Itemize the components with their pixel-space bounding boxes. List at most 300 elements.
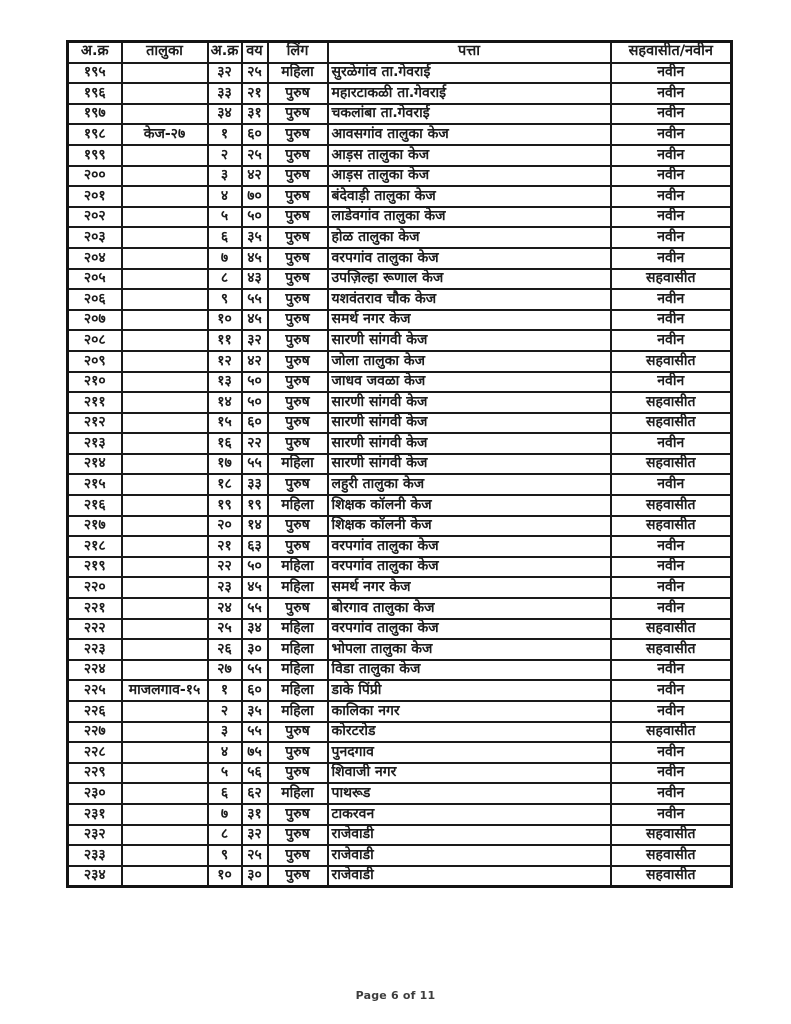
- cell-taluka: [122, 372, 208, 393]
- cell-sr-no: २३२: [68, 825, 122, 846]
- cell-inner-sr-no: २३: [208, 577, 242, 598]
- cell-inner-sr-no: २: [208, 145, 242, 166]
- table-row: [68, 83, 732, 104]
- cell-age: ५५: [242, 454, 268, 475]
- cell-sr-no: २१९: [68, 557, 122, 578]
- table-row: [68, 186, 732, 207]
- cell-status: सहवासीत: [611, 639, 732, 660]
- cell-gender: महिला: [268, 619, 328, 640]
- table-row: [68, 619, 732, 640]
- cell-age: ३४: [242, 619, 268, 640]
- cell-taluka: [122, 845, 208, 866]
- cell-sr-no: २२९: [68, 763, 122, 784]
- cell-address: वरपगांव तालुका केज: [328, 619, 611, 640]
- cell-age: ५६: [242, 763, 268, 784]
- cell-gender: पुरुष: [268, 186, 328, 207]
- cell-taluka: [122, 557, 208, 578]
- cell-inner-sr-no: २७: [208, 660, 242, 681]
- cell-gender: पुरुष: [268, 536, 328, 557]
- cell-age: ७०: [242, 186, 268, 207]
- cell-inner-sr-no: १३: [208, 372, 242, 393]
- table-row: [68, 289, 732, 310]
- cell-sr-no: २०१: [68, 186, 122, 207]
- cell-sr-no: २००: [68, 166, 122, 187]
- cell-sr-no: १९७: [68, 104, 122, 125]
- cell-status: नवीन: [611, 660, 732, 681]
- cell-taluka: [122, 660, 208, 681]
- cell-taluka: [122, 536, 208, 557]
- cell-status: नवीन: [611, 83, 732, 104]
- table-row: [68, 124, 732, 145]
- cell-gender: पुरुष: [268, 474, 328, 495]
- cell-sr-no: २१७: [68, 516, 122, 537]
- cell-age: ४२: [242, 351, 268, 372]
- cell-address: सारणी सांगवी केज: [328, 392, 611, 413]
- cell-address: विडा तालुका केज: [328, 660, 611, 681]
- cell-sr-no: २०८: [68, 330, 122, 351]
- cell-gender: महिला: [268, 701, 328, 722]
- cell-sr-no: २१३: [68, 433, 122, 454]
- cell-age: ३२: [242, 330, 268, 351]
- cell-inner-sr-no: २२: [208, 557, 242, 578]
- cell-taluka: [122, 783, 208, 804]
- cell-sr-no: २२२: [68, 619, 122, 640]
- cell-gender: पुरुष: [268, 330, 328, 351]
- table-row: [68, 845, 732, 866]
- cell-age: २२: [242, 433, 268, 454]
- table-row: [68, 351, 732, 372]
- cell-status: नवीन: [611, 145, 732, 166]
- cell-inner-sr-no: १७: [208, 454, 242, 475]
- cell-inner-sr-no: ३४: [208, 104, 242, 125]
- cell-taluka: [122, 207, 208, 228]
- cell-address: टाकरवन: [328, 804, 611, 825]
- cell-age: ६०: [242, 124, 268, 145]
- table-row: [68, 454, 732, 475]
- cell-status: नवीन: [611, 289, 732, 310]
- cell-taluka: [122, 742, 208, 763]
- cell-status: सहवासीत: [611, 845, 732, 866]
- cell-taluka: [122, 351, 208, 372]
- header-status: सहवासीत/नवीन: [611, 42, 732, 63]
- cell-gender: पुरुष: [268, 207, 328, 228]
- header-taluka: तालुका: [122, 42, 208, 63]
- cell-gender: पुरुष: [268, 248, 328, 269]
- cell-taluka: [122, 763, 208, 784]
- table-body: [68, 63, 732, 887]
- table-row: [68, 248, 732, 269]
- cell-address: वरपगांव तालुका केज: [328, 557, 611, 578]
- cell-address: वरपगांव तालुका केज: [328, 536, 611, 557]
- cell-inner-sr-no: ८: [208, 825, 242, 846]
- cell-address: लाडेवगांव तालुका केज: [328, 207, 611, 228]
- cell-inner-sr-no: ३३: [208, 83, 242, 104]
- cell-status: नवीन: [611, 104, 732, 125]
- cell-gender: महिला: [268, 639, 328, 660]
- cell-taluka: [122, 392, 208, 413]
- cell-taluka: [122, 413, 208, 434]
- cell-inner-sr-no: २१: [208, 536, 242, 557]
- cell-status: नवीन: [611, 680, 732, 701]
- cell-sr-no: २१८: [68, 536, 122, 557]
- cell-inner-sr-no: २५: [208, 619, 242, 640]
- cell-age: ५०: [242, 392, 268, 413]
- table-row: [68, 63, 732, 84]
- cell-address: जोला तालुका केज: [328, 351, 611, 372]
- cell-gender: पुरुष: [268, 598, 328, 619]
- cell-taluka: [122, 516, 208, 537]
- cell-sr-no: २०६: [68, 289, 122, 310]
- cell-age: ३१: [242, 104, 268, 125]
- cell-sr-no: २०२: [68, 207, 122, 228]
- cell-inner-sr-no: ९: [208, 845, 242, 866]
- cell-sr-no: २०७: [68, 310, 122, 331]
- cell-inner-sr-no: १०: [208, 866, 242, 887]
- cell-inner-sr-no: ११: [208, 330, 242, 351]
- cell-gender: पुरुष: [268, 742, 328, 763]
- cell-gender: पुरुष: [268, 722, 328, 743]
- table-row: [68, 433, 732, 454]
- table-row: [68, 639, 732, 660]
- cell-taluka: [122, 227, 208, 248]
- cell-inner-sr-no: १६: [208, 433, 242, 454]
- cell-status: नवीन: [611, 474, 732, 495]
- cell-taluka: [122, 166, 208, 187]
- cell-inner-sr-no: २०: [208, 516, 242, 537]
- cell-age: ५५: [242, 598, 268, 619]
- cell-gender: महिला: [268, 680, 328, 701]
- table-row: [68, 783, 732, 804]
- cell-address: भोपला तालुका केज: [328, 639, 611, 660]
- cell-status: सहवासीत: [611, 495, 732, 516]
- cell-gender: पुरुष: [268, 124, 328, 145]
- cell-age: ३०: [242, 866, 268, 887]
- cell-address: सारणी सांगवी केज: [328, 433, 611, 454]
- cell-status: नवीन: [611, 248, 732, 269]
- cell-address: कालिका नगर: [328, 701, 611, 722]
- cell-sr-no: २०५: [68, 269, 122, 290]
- cell-sr-no: २३१: [68, 804, 122, 825]
- cell-taluka: [122, 269, 208, 290]
- cell-age: ५०: [242, 557, 268, 578]
- cell-status: सहवासीत: [611, 825, 732, 846]
- cell-status: सहवासीत: [611, 866, 732, 887]
- cell-inner-sr-no: १: [208, 680, 242, 701]
- cell-status: नवीन: [611, 804, 732, 825]
- cell-sr-no: २२५: [68, 680, 122, 701]
- cell-gender: पुरुष: [268, 392, 328, 413]
- cell-status: नवीन: [611, 330, 732, 351]
- cell-inner-sr-no: ५: [208, 763, 242, 784]
- cell-inner-sr-no: १८: [208, 474, 242, 495]
- cell-inner-sr-no: ५: [208, 207, 242, 228]
- cell-sr-no: २१०: [68, 372, 122, 393]
- cell-gender: पुरुष: [268, 372, 328, 393]
- cell-taluka: [122, 145, 208, 166]
- cell-taluka: [122, 454, 208, 475]
- cell-sr-no: २०९: [68, 351, 122, 372]
- cell-gender: महिला: [268, 495, 328, 516]
- cell-status: नवीन: [611, 166, 732, 187]
- cell-gender: पुरुष: [268, 83, 328, 104]
- table-row: [68, 516, 732, 537]
- cell-sr-no: २१५: [68, 474, 122, 495]
- cell-gender: पुरुष: [268, 269, 328, 290]
- cell-inner-sr-no: ३२: [208, 63, 242, 84]
- cell-address: वरपगांव तालुका केज: [328, 248, 611, 269]
- cell-status: नवीन: [611, 63, 732, 84]
- table-row: [68, 701, 732, 722]
- cell-gender: पुरुष: [268, 516, 328, 537]
- table-row: [68, 474, 732, 495]
- cell-inner-sr-no: ४: [208, 742, 242, 763]
- cell-inner-sr-no: ७: [208, 804, 242, 825]
- cell-age: ३३: [242, 474, 268, 495]
- cell-age: ४२: [242, 166, 268, 187]
- cell-status: नवीन: [611, 701, 732, 722]
- cell-age: ५५: [242, 660, 268, 681]
- cell-taluka: [122, 310, 208, 331]
- table-row: [68, 536, 732, 557]
- cell-status: सहवासीत: [611, 516, 732, 537]
- cell-inner-sr-no: १२: [208, 351, 242, 372]
- cell-status: सहवासीत: [611, 454, 732, 475]
- cell-taluka: [122, 104, 208, 125]
- table-row: [68, 310, 732, 331]
- cell-age: ७५: [242, 742, 268, 763]
- header-age: वय: [242, 42, 268, 63]
- cell-sr-no: १९९: [68, 145, 122, 166]
- cell-status: नवीन: [611, 598, 732, 619]
- cell-status: नवीन: [611, 124, 732, 145]
- cell-address: राजेवाडी: [328, 866, 611, 887]
- header-address: पत्ता: [328, 42, 611, 63]
- cell-age: ४५: [242, 310, 268, 331]
- cell-gender: पुरुष: [268, 145, 328, 166]
- cell-status: नवीन: [611, 372, 732, 393]
- cell-age: १४: [242, 516, 268, 537]
- cell-inner-sr-no: १९: [208, 495, 242, 516]
- table-row: [68, 413, 732, 434]
- cell-address: सारणी सांगवी केज: [328, 454, 611, 475]
- cell-status: नवीन: [611, 577, 732, 598]
- cell-gender: पुरुष: [268, 413, 328, 434]
- cell-sr-no: १९८: [68, 124, 122, 145]
- header-gender: लिंग: [268, 42, 328, 63]
- table-row: [68, 804, 732, 825]
- cell-address: राजेवाडी: [328, 825, 611, 846]
- header-sr-no: अ.क्र: [68, 42, 122, 63]
- cell-taluka: [122, 619, 208, 640]
- cell-address: आड़स तालुका केज: [328, 145, 611, 166]
- cell-gender: पुरुष: [268, 804, 328, 825]
- cell-age: ३५: [242, 701, 268, 722]
- cell-status: सहवासीत: [611, 351, 732, 372]
- cell-age: २५: [242, 845, 268, 866]
- cell-address: समर्थ नगर केज: [328, 577, 611, 598]
- cell-inner-sr-no: २६: [208, 639, 242, 660]
- cell-gender: पुरुष: [268, 289, 328, 310]
- cell-sr-no: २२६: [68, 701, 122, 722]
- cell-inner-sr-no: १०: [208, 310, 242, 331]
- cell-age: १९: [242, 495, 268, 516]
- cell-gender: पुरुष: [268, 227, 328, 248]
- cell-age: २५: [242, 145, 268, 166]
- cell-taluka: [122, 289, 208, 310]
- cell-address: सारणी सांगवी केज: [328, 413, 611, 434]
- cell-taluka: [122, 825, 208, 846]
- cell-taluka: [122, 639, 208, 660]
- cell-address: बंदेवाड़ी तालुका केज: [328, 186, 611, 207]
- cell-address: उपज़िल्हा रूणाल केज: [328, 269, 611, 290]
- cell-sr-no: २३४: [68, 866, 122, 887]
- cell-sr-no: २०४: [68, 248, 122, 269]
- cell-sr-no: २११: [68, 392, 122, 413]
- table-row: [68, 866, 732, 887]
- cell-status: नवीन: [611, 536, 732, 557]
- cell-sr-no: २१२: [68, 413, 122, 434]
- cell-taluka: माजलगाव-१५: [122, 680, 208, 701]
- cell-taluka: [122, 495, 208, 516]
- cell-address: राजेवाडी: [328, 845, 611, 866]
- cell-taluka: [122, 474, 208, 495]
- cell-sr-no: १९६: [68, 83, 122, 104]
- cell-address: शिक्षक कॉलनी केज: [328, 516, 611, 537]
- cell-age: २५: [242, 63, 268, 84]
- cell-gender: पुरुष: [268, 866, 328, 887]
- table-row: [68, 598, 732, 619]
- cell-gender: महिला: [268, 577, 328, 598]
- cell-inner-sr-no: १४: [208, 392, 242, 413]
- cell-age: ६२: [242, 783, 268, 804]
- cell-inner-sr-no: ३: [208, 722, 242, 743]
- cell-gender: पुरुष: [268, 166, 328, 187]
- table-row: [68, 763, 732, 784]
- cell-age: ६०: [242, 680, 268, 701]
- cell-status: नवीन: [611, 557, 732, 578]
- cell-age: ६०: [242, 413, 268, 434]
- cell-taluka: [122, 330, 208, 351]
- cell-status: नवीन: [611, 763, 732, 784]
- table-row: [68, 680, 732, 701]
- cell-status: नवीन: [611, 433, 732, 454]
- cell-address: सुरळेगांव ता.गेवराई: [328, 63, 611, 84]
- cell-status: सहवासीत: [611, 392, 732, 413]
- cell-inner-sr-no: १५: [208, 413, 242, 434]
- cell-taluka: [122, 63, 208, 84]
- cell-status: सहवासीत: [611, 413, 732, 434]
- cell-address: लहुरी तालुका केज: [328, 474, 611, 495]
- cell-address: कोरटरोड: [328, 722, 611, 743]
- cell-gender: पुरुष: [268, 104, 328, 125]
- cell-age: ४५: [242, 248, 268, 269]
- cell-inner-sr-no: २४: [208, 598, 242, 619]
- cell-inner-sr-no: ८: [208, 269, 242, 290]
- cell-gender: पुरुष: [268, 433, 328, 454]
- table-row: [68, 269, 732, 290]
- cell-sr-no: २१४: [68, 454, 122, 475]
- cell-inner-sr-no: ६: [208, 227, 242, 248]
- table-row: [68, 742, 732, 763]
- cell-status: नवीन: [611, 783, 732, 804]
- cell-sr-no: २०३: [68, 227, 122, 248]
- cell-age: ४३: [242, 269, 268, 290]
- table-row: [68, 330, 732, 351]
- page-footer: Page 6 of 11: [355, 989, 436, 1002]
- cell-gender: महिला: [268, 783, 328, 804]
- table-header-row: [68, 42, 732, 63]
- cell-sr-no: २२८: [68, 742, 122, 763]
- cell-status: सहवासीत: [611, 619, 732, 640]
- cell-status: नवीन: [611, 227, 732, 248]
- cell-age: ४५: [242, 577, 268, 598]
- cell-address: शिक्षक कॉलनी केज: [328, 495, 611, 516]
- cell-gender: पुरुष: [268, 351, 328, 372]
- cell-sr-no: २२०: [68, 577, 122, 598]
- cell-taluka: [122, 722, 208, 743]
- cell-address: समर्थ नगर केज: [328, 310, 611, 331]
- cell-taluka: केज-२७: [122, 124, 208, 145]
- table-row: [68, 166, 732, 187]
- cell-address: डाके पिंप्री: [328, 680, 611, 701]
- cell-status: सहवासीत: [611, 269, 732, 290]
- cell-address: होळ तालुका केज: [328, 227, 611, 248]
- cell-inner-sr-no: ९: [208, 289, 242, 310]
- cell-age: ६३: [242, 536, 268, 557]
- cell-address: सारणी सांगवी केज: [328, 330, 611, 351]
- cell-sr-no: २१६: [68, 495, 122, 516]
- cell-address: पाथरूड: [328, 783, 611, 804]
- table-row: [68, 660, 732, 681]
- cell-age: ५०: [242, 207, 268, 228]
- cell-status: सहवासीत: [611, 722, 732, 743]
- cell-inner-sr-no: ३: [208, 166, 242, 187]
- cell-gender: महिला: [268, 557, 328, 578]
- cell-sr-no: २२४: [68, 660, 122, 681]
- table-row: [68, 557, 732, 578]
- cell-gender: पुरुष: [268, 825, 328, 846]
- cell-taluka: [122, 186, 208, 207]
- table-row: [68, 722, 732, 743]
- table-row: [68, 104, 732, 125]
- cell-age: ३२: [242, 825, 268, 846]
- table-row: [68, 372, 732, 393]
- table-row: [68, 207, 732, 228]
- cell-age: ५५: [242, 722, 268, 743]
- cell-taluka: [122, 866, 208, 887]
- cell-taluka: [122, 598, 208, 619]
- cell-gender: महिला: [268, 660, 328, 681]
- cell-age: ५५: [242, 289, 268, 310]
- cell-taluka: [122, 804, 208, 825]
- table-row: [68, 227, 732, 248]
- cell-age: ३५: [242, 227, 268, 248]
- cell-inner-sr-no: ७: [208, 248, 242, 269]
- cell-taluka: [122, 83, 208, 104]
- cell-gender: पुरुष: [268, 310, 328, 331]
- cell-address: शिवाजी नगर: [328, 763, 611, 784]
- cell-age: ३१: [242, 804, 268, 825]
- resident-roster-table: [66, 40, 733, 888]
- cell-address: चकलांबा ता.गेवराई: [328, 104, 611, 125]
- cell-sr-no: २३३: [68, 845, 122, 866]
- table-row: [68, 577, 732, 598]
- cell-inner-sr-no: ४: [208, 186, 242, 207]
- cell-status: नवीन: [611, 207, 732, 228]
- cell-sr-no: २२३: [68, 639, 122, 660]
- cell-status: नवीन: [611, 742, 732, 763]
- cell-age: २१: [242, 83, 268, 104]
